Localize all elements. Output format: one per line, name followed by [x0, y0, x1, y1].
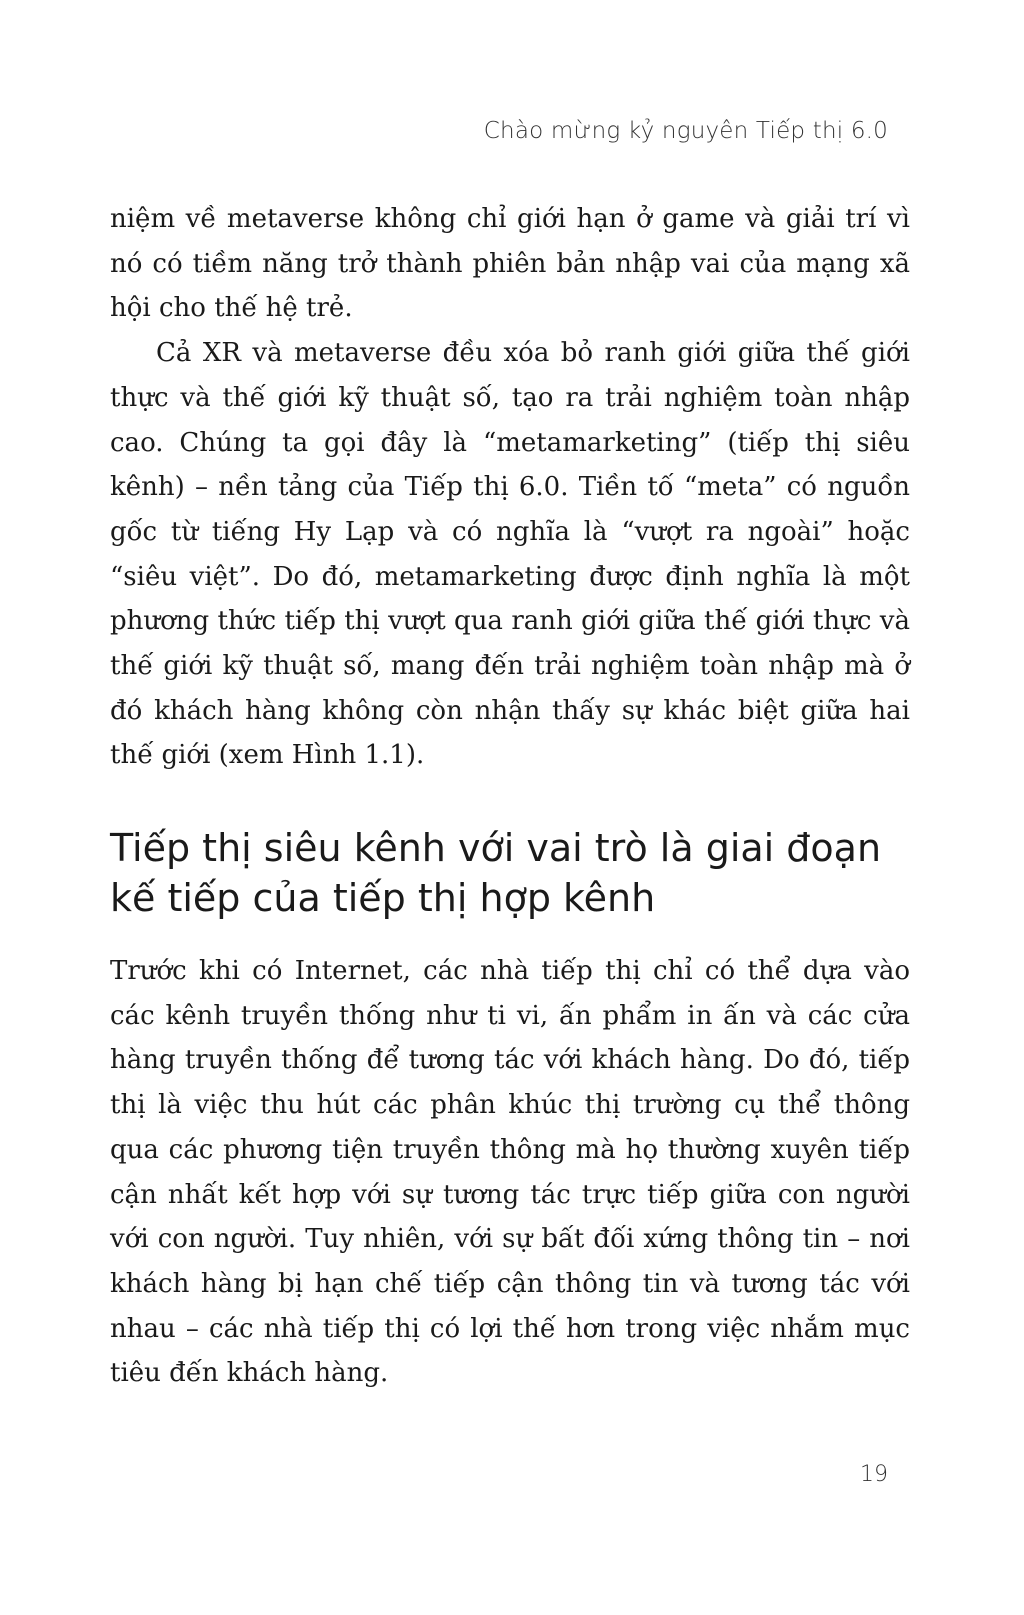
page-number: 19 [860, 1462, 888, 1487]
paragraph-before-internet: Trước khi có Internet, các nhà tiếp thị chỉ có thể dựa vào các kênh truyền thống như ti vi, ấn phẩm in ấn và các cửa hàng truyền thống để tương tác với khách hàng. Do đó, tiếp thị là việc thu hút các phân khúc thị trường cụ thể thông qua các phương tiện truyền thông mà họ thường xuyên tiếp cận nhất kết hợp với sự tương tác trực tiếp giữa con người với con người. Tuy nhiên, với sự bất đối xứng thông tin – nơi khách hàng bị hạn chế tiếp cận thông tin và tương tác với nhau – các nhà tiếp thị có lợi thế hơn trong việc nhắm mục tiêu đến khách hàng. [110, 956, 910, 1389]
paragraph-continued: niệm về metaverse không chỉ giới hạn ở game và giải trí vì nó có tiềm năng trở thành phiên bản nhập vai của mạng xã hội cho thế hệ trẻ. [110, 204, 910, 324]
running-header: Chào mừng kỷ nguyên Tiếp thị 6.0 [483, 118, 888, 144]
section-heading: Tiếp thị siêu kênh với vai trò là giai đoạn kế tiếp của tiếp thị hợp kênh [110, 826, 882, 920]
body-text-bottom [110, 949, 910, 1396]
body-text-top [110, 197, 910, 778]
paragraph-metamarketing: Cả XR và metaverse đều xóa bỏ ranh giới giữa thế giới thực và thế giới kỹ thuật số, tạo ra trải nghiệm toàn nhập cao. Chúng ta gọi đây là “metamarketing” (tiếp thị siêu kênh) – nền tảng của Tiếp thị 6.0. Tiền tố “meta” có nguồn gốc từ tiếng Hy Lạp và có nghĩa là “vượt ra ngoài” hoặc “siêu việt”. Do đó, metamarketing được định nghĩa là một phương thức tiếp thị vượt qua ranh giới giữa thế giới thực và thế giới kỹ thuật số, mang đến trải nghiệm toàn nhập mà ở đó khách hàng không còn nhận thấy sự khác biệt giữa hai thế giới (xem Hình 1.1). [110, 338, 910, 771]
